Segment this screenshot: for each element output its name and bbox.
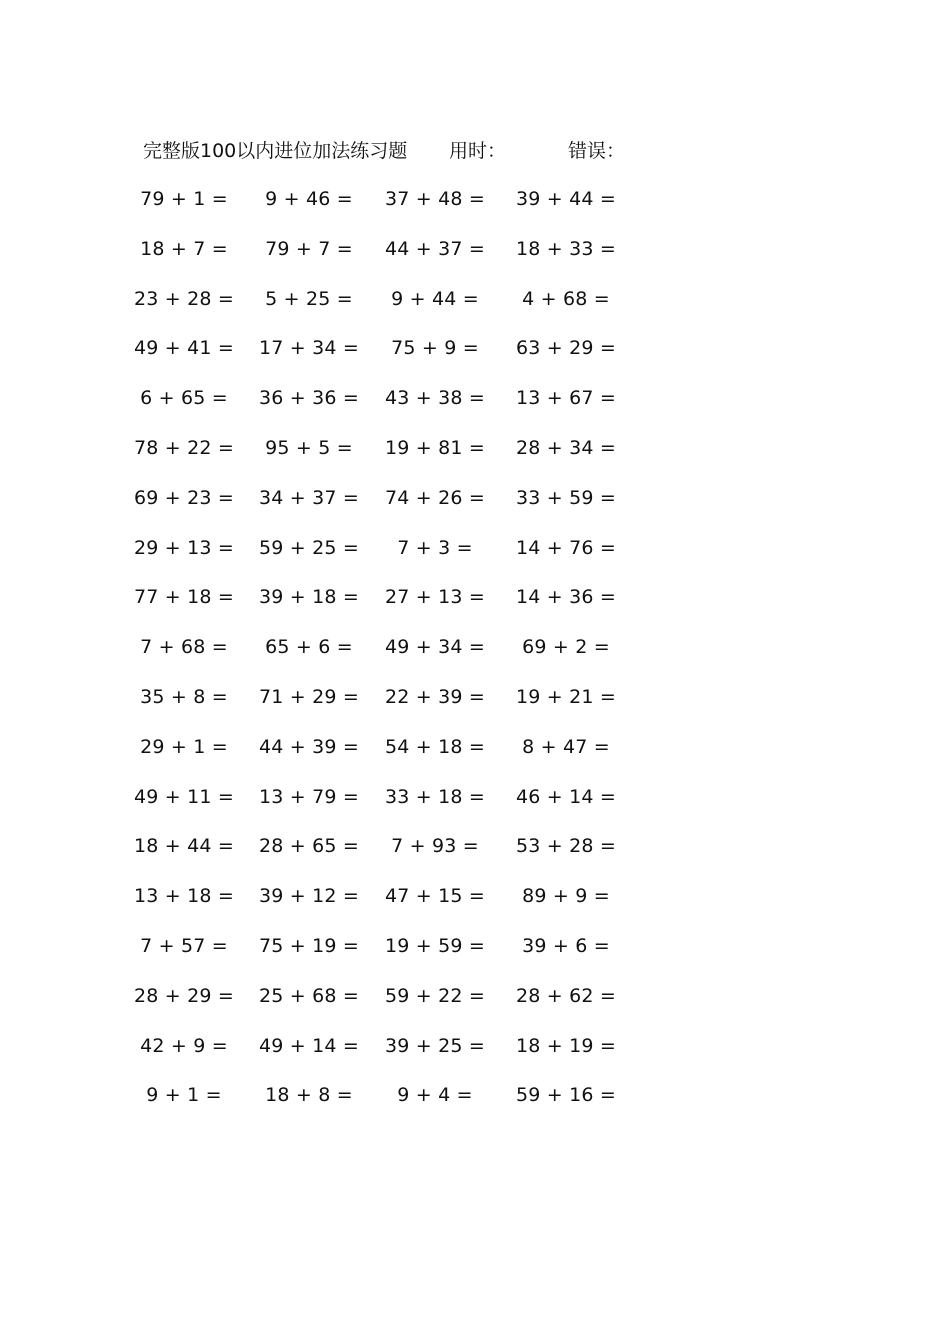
- addition-problem: 13 + 18 =: [133, 885, 235, 908]
- addition-problem: 47 + 15 =: [384, 885, 486, 908]
- addition-problem: 28 + 29 =: [133, 984, 235, 1007]
- addition-problem: 25 + 68 =: [258, 984, 360, 1007]
- addition-problem: 49 + 34 =: [384, 636, 486, 659]
- addition-problem: 33 + 18 =: [384, 785, 486, 808]
- addition-problem: 9 + 4 =: [397, 1084, 473, 1107]
- problem-row: [0, 981, 950, 1031]
- addition-problem: 39 + 25 =: [384, 1034, 486, 1057]
- addition-problem: 14 + 36 =: [515, 586, 617, 609]
- problem-row: [0, 831, 950, 881]
- problem-row: [0, 632, 950, 682]
- addition-problem: 49 + 41 =: [133, 337, 235, 360]
- worksheet-header: [143, 136, 663, 166]
- addition-problem: 95 + 5 =: [265, 436, 353, 459]
- addition-problem: 54 + 18 =: [384, 735, 486, 758]
- problem-row: [0, 782, 950, 832]
- problem-row: [0, 533, 950, 583]
- addition-problem: 69 + 23 =: [133, 486, 235, 509]
- addition-problem: 17 + 34 =: [258, 337, 360, 360]
- addition-problem: 44 + 39 =: [258, 735, 360, 758]
- addition-problem: 18 + 44 =: [133, 835, 235, 858]
- addition-problem: 19 + 59 =: [384, 934, 486, 957]
- time-used-label: 用时：: [449, 140, 507, 162]
- addition-problem: 18 + 7 =: [140, 237, 228, 260]
- addition-problem: 46 + 14 =: [515, 785, 617, 808]
- problem-row: [0, 184, 950, 234]
- addition-problem: 74 + 26 =: [384, 486, 486, 509]
- addition-problem: 65 + 6 =: [265, 636, 353, 659]
- addition-problem: 43 + 38 =: [384, 387, 486, 410]
- error-count-label: 错误：: [568, 140, 626, 162]
- addition-problem: 49 + 11 =: [133, 785, 235, 808]
- addition-problem: 42 + 9 =: [140, 1034, 228, 1057]
- problem-grid: [0, 184, 950, 1130]
- addition-problem: 7 + 57 =: [140, 934, 228, 957]
- addition-problem: 9 + 46 =: [265, 188, 353, 210]
- addition-problem: 39 + 44 =: [515, 188, 617, 210]
- addition-problem: 8 + 47 =: [522, 735, 610, 758]
- addition-problem: 13 + 79 =: [258, 785, 360, 808]
- addition-problem: 37 + 48 =: [384, 188, 486, 210]
- addition-problem: 39 + 6 =: [522, 934, 610, 957]
- problem-row: [0, 931, 950, 981]
- addition-problem: 53 + 28 =: [515, 835, 617, 858]
- problem-row: [0, 483, 950, 533]
- addition-problem: 78 + 22 =: [133, 436, 235, 459]
- addition-problem: 7 + 93 =: [391, 835, 479, 858]
- addition-problem: 28 + 65 =: [258, 835, 360, 858]
- problem-row: [0, 1031, 950, 1081]
- addition-problem: 39 + 12 =: [258, 885, 360, 908]
- addition-problem: 22 + 39 =: [384, 685, 486, 708]
- problem-row: [0, 881, 950, 931]
- addition-problem: 27 + 13 =: [384, 586, 486, 609]
- addition-problem: 14 + 76 =: [515, 536, 617, 559]
- addition-problem: 13 + 67 =: [515, 387, 617, 410]
- addition-problem: 9 + 44 =: [391, 287, 479, 310]
- addition-problem: 33 + 59 =: [515, 486, 617, 509]
- addition-problem: 4 + 68 =: [522, 287, 610, 310]
- addition-problem: 23 + 28 =: [133, 287, 235, 310]
- addition-problem: 79 + 7 =: [265, 237, 353, 260]
- addition-problem: 59 + 16 =: [515, 1084, 617, 1107]
- problem-row: [0, 582, 950, 632]
- addition-problem: 28 + 34 =: [515, 436, 617, 459]
- problem-row: [0, 1080, 950, 1130]
- addition-problem: 9 + 1 =: [146, 1084, 222, 1107]
- addition-problem: 71 + 29 =: [258, 685, 360, 708]
- problem-row: [0, 682, 950, 732]
- addition-problem: 75 + 19 =: [258, 934, 360, 957]
- addition-problem: 7 + 3 =: [397, 536, 473, 559]
- addition-problem: 59 + 25 =: [258, 536, 360, 559]
- addition-problem: 28 + 62 =: [515, 984, 617, 1007]
- addition-problem: 39 + 18 =: [258, 586, 360, 609]
- addition-problem: 59 + 22 =: [384, 984, 486, 1007]
- worksheet-title: 完整版100以内进位加法练习题: [143, 140, 408, 162]
- addition-problem: 7 + 68 =: [140, 636, 228, 659]
- addition-problem: 5 + 25 =: [265, 287, 353, 310]
- addition-problem: 29 + 1 =: [140, 735, 228, 758]
- problem-row: [0, 433, 950, 483]
- addition-problem: 19 + 21 =: [515, 685, 617, 708]
- problem-row: [0, 234, 950, 284]
- addition-problem: 34 + 37 =: [258, 486, 360, 509]
- addition-problem: 35 + 8 =: [140, 685, 228, 708]
- addition-problem: 49 + 14 =: [258, 1034, 360, 1057]
- addition-problem: 19 + 81 =: [384, 436, 486, 459]
- problem-row: [0, 284, 950, 334]
- addition-problem: 44 + 37 =: [384, 237, 486, 260]
- problem-row: [0, 732, 950, 782]
- addition-problem: 75 + 9 =: [391, 337, 479, 360]
- addition-problem: 63 + 29 =: [515, 337, 617, 360]
- addition-problem: 69 + 2 =: [522, 636, 610, 659]
- addition-problem: 18 + 8 =: [265, 1084, 353, 1107]
- addition-problem: 77 + 18 =: [133, 586, 235, 609]
- addition-problem: 89 + 9 =: [522, 885, 610, 908]
- addition-problem: 18 + 33 =: [515, 237, 617, 260]
- problem-row: [0, 333, 950, 383]
- addition-problem: 18 + 19 =: [515, 1034, 617, 1057]
- addition-problem: 6 + 65 =: [140, 387, 228, 410]
- addition-problem: 36 + 36 =: [258, 387, 360, 410]
- problem-row: [0, 383, 950, 433]
- addition-problem: 29 + 13 =: [133, 536, 235, 559]
- addition-problem: 79 + 1 =: [140, 188, 228, 210]
